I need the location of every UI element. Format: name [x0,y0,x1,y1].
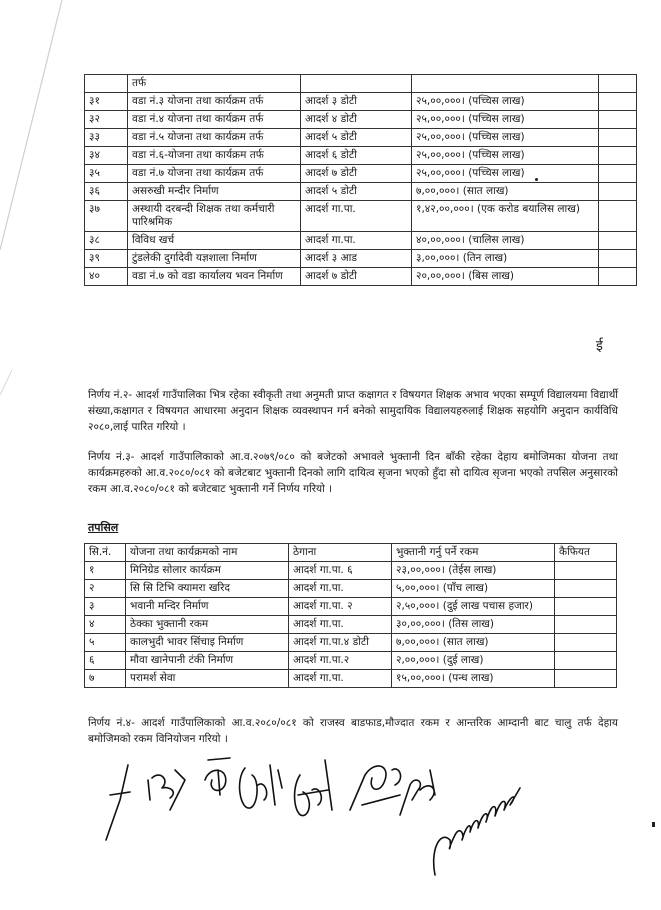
table-row [85,268,637,286]
cell-address: आदर्श ५ डोटी [301,183,412,201]
cell-description: असरुखी मन्दीर निर्माण [128,183,301,201]
cell-description: विविध खर्च [128,232,301,250]
cell-address: आदर्श ५ डोटी [301,129,412,147]
tapsil-heading: तपसिल [88,521,119,534]
cell-number: ३१ [85,93,128,111]
cell-amount: ३,००,०००। (तिन लाख) [412,250,599,268]
table-row [85,670,617,688]
cell-number: ३५ [85,165,128,183]
table-header-row [85,544,617,562]
cell-description: तर्फ [128,75,301,93]
cell-number: ३ [85,598,126,616]
cell-amount: २५,००,०००। (पच्चिस लाख) [412,129,599,147]
cell-number: ४० [85,268,128,286]
table-row [85,634,617,652]
cell-amount: ७,००,०००। (सात लाख) [412,183,599,201]
cell-description: टुंडलेकी दुर्गादेवी यज्ञशाला निर्माण [128,250,301,268]
table-row [85,562,617,580]
cell-amount [412,75,599,93]
cell-remarks [555,634,617,652]
cell-amount: २३,००,०००। (तेईस लाख) [392,562,555,580]
cell-amount: २५,००,०००। (पच्चिस लाख) [412,93,599,111]
cell-address: आदर्श ३ डोटी [301,93,412,111]
cell-number: २ [85,580,126,598]
cell-address: आदर्श ३ आड [301,250,412,268]
cell-number: ४ [85,616,126,634]
cell-amount: २५,००,०००। (पच्चिस लाख) [412,147,599,165]
cell-amount: १,४२,००,०००। (एक करोड बयालिस लाख) [412,201,599,232]
cell-address: आदर्श गा.पा.४ डोटी [289,634,392,652]
cell-amount: २,००,०००। (दुई लाख) [392,652,555,670]
cell-number [85,75,128,93]
cell-description: कालभुदी भावर सिंचाइ निर्माण [126,634,289,652]
table-row [85,111,637,129]
cell-amount: ४०,००,०००। (चालिस लाख) [412,232,599,250]
cell-amount: १५,००,०००। (पन्ध लाख) [392,670,555,688]
signatures [100,740,570,890]
cell-amount: २५,००,०००। (पच्चिस लाख) [412,165,599,183]
budget-table-continued [84,74,637,286]
cell-remarks [599,165,637,183]
cell-amount: ७,००,०००। (सात लाख) [392,634,555,652]
cell-description: मिनिग्रेड सोलार कार्यक्रम [126,562,289,580]
header-cell-remarks: कैफियत [555,544,617,562]
table-row [85,201,637,232]
cell-address: आदर्श गा.पा. ६ [289,562,392,580]
cell-address: आदर्श गा.पा. [289,670,392,688]
cell-remarks [555,652,617,670]
cell-remarks [599,147,637,165]
table-row [85,598,617,616]
cell-amount: २०,००,०००। (बिस लाख) [412,268,599,286]
cell-remarks [555,562,617,580]
cell-number: ६ [85,652,126,670]
cell-address: आदर्श गा.पा. [301,201,412,232]
cell-address: आदर्श गा.पा. [289,616,392,634]
table-row [85,183,637,201]
table-row [85,616,617,634]
cell-description: वडा नं.५ योजना तथा कार्यक्रम तर्फ [128,129,301,147]
cell-address: आदर्श गा.पा. [301,232,412,250]
cell-remarks [555,580,617,598]
header-cell-address: ठेगाना [289,544,392,562]
cell-address: आदर्श गा.पा. २ [289,598,392,616]
cell-description: वडा नं.७ को वडा कार्यालय भवन निर्माण [128,268,301,286]
table-row [85,232,637,250]
cell-description: परामर्श सेवा [126,670,289,688]
cell-number: ५ [85,634,126,652]
header-cell-name: योजना तथा कार्यक्रमको नाम [126,544,289,562]
table-row [85,165,637,183]
cell-address: आदर्श ७ डोटी [301,165,412,183]
cell-remarks [555,670,617,688]
cell-address: आदर्श ४ डोटी [301,111,412,129]
cell-address: आदर्श गा.पा. [289,580,392,598]
cell-description: वडा नं.६-योजना तथा कार्यक्रम तर्फ [128,147,301,165]
cell-amount: ५,००,०००। (पाँच लाख) [392,580,555,598]
cell-description: अस्थायी दरबन्दी शिक्षक तथा कर्मचारी पारिश्रमिक [128,201,301,232]
cell-remarks [599,111,637,129]
cell-description: सि सि टिभि क्यामरा खरिद [126,580,289,598]
cell-address [301,75,412,93]
cell-number: ३३ [85,129,128,147]
table-row [85,580,617,598]
cell-number: ३९ [85,250,128,268]
table-row [85,250,637,268]
cell-remarks [599,129,637,147]
cell-address: आदर्श ७ डोटी [301,268,412,286]
tapsil-table [84,543,617,688]
cell-number: ३४ [85,147,128,165]
table-row [85,147,637,165]
cell-description: वडा नं.४ योजना तथा कार्यक्रम तर्फ [128,111,301,129]
cell-number: १ [85,562,126,580]
cell-remarks [555,616,617,634]
cell-number: ३८ [85,232,128,250]
cell-remarks [599,183,637,201]
cell-number: ३७ [85,201,128,232]
cell-remarks [555,598,617,616]
cell-description: मौवा खानेपानी टंकी निर्माण [126,652,289,670]
cell-address: आदर्श ६ डोटी [301,147,412,165]
cell-remarks [599,201,637,232]
corner-mark: ई [596,338,603,354]
cell-remarks [599,93,637,111]
cell-remarks [599,75,637,93]
header-cell-amount: भुक्तानी गर्नु पर्ने रकम [392,544,555,562]
table-row [85,93,637,111]
cell-remarks [599,250,637,268]
cell-address: आदर्श गा.पा.२ [289,652,392,670]
header-cell-sn: सि.नं. [85,544,126,562]
cell-amount: २,५०,०००। (दुई लाख पचास हजार) [392,598,555,616]
ink-dot [535,178,538,181]
cell-number: ७ [85,670,126,688]
cell-amount: ३०,००,०००। (तिस लाख) [392,616,555,634]
table-row [85,652,617,670]
decision-2-paragraph: निर्णय नं.२- आदर्श गाउँपालिका भित्र रहेका स्वीकृती तथा अनुमती प्राप्त कक्षागत र विषयगत शिक्षक अभाव भएका सम्पूर्ण विद्यालयमा विद्यार्थी संख्या,कक्षागत र विषयगत आधारमा अनुदान शिक्षक व्यवस्थापन गर्न बनेको सामुदायिक विद्यालयहरुलाई शिक्षक सहयोगि अनुदान कार्यविधि २०८०,लाई पारित गरियो । [88,389,618,433]
cell-description: वडा नं.७ योजना तथा कार्यक्रम तर्फ [128,165,301,183]
cell-remarks [599,268,637,286]
cell-description: भवानी मन्दिर निर्माण [126,598,289,616]
edge-mark [652,822,655,827]
cell-description: वडा नं.३ योजना तथा कार्यक्रम तर्फ [128,93,301,111]
cell-description: ठेक्का भुक्तानी रकम [126,616,289,634]
cell-amount: २५,००,०००। (पच्चिस लाख) [412,111,599,129]
decision-4-paragraph: निर्णय नं.४- आदर्श गाउँपालिकाको आ.व.२०८०/०८१ को राजस्व बाडफाड,मौज्दात रकम र आन्तरिक आम्दानी बाट चालु तर्फ देहाय बमोजिमको रकम विनियोजन गरियो । [88,717,618,745]
table-row [85,129,637,147]
cell-number: ३२ [85,111,128,129]
decision-3-paragraph: निर्णय नं.३- आदर्श गाउँपालिकाको आ.व.२०७९/०८० को बजेटको अभावले भुक्तानी दिन बाँकी रहेका देहाय बमोजिमका योजना तथा कार्यक्रमहरुको आ.व.२०८०/०८१ को बजेटबाट भुक्तानी दिनको लागि दायित्व सृजना भएको हुँदा सो दायित्व सृजना भएको तपसिल अनुसारको रकम आ.व.२०८०/०८१ को बजेटबाट भुक्तानी गर्ने निर्णय गरियो । [88,451,618,495]
cell-number: ३६ [85,183,128,201]
cell-remarks [599,232,637,250]
table-row [85,75,637,93]
